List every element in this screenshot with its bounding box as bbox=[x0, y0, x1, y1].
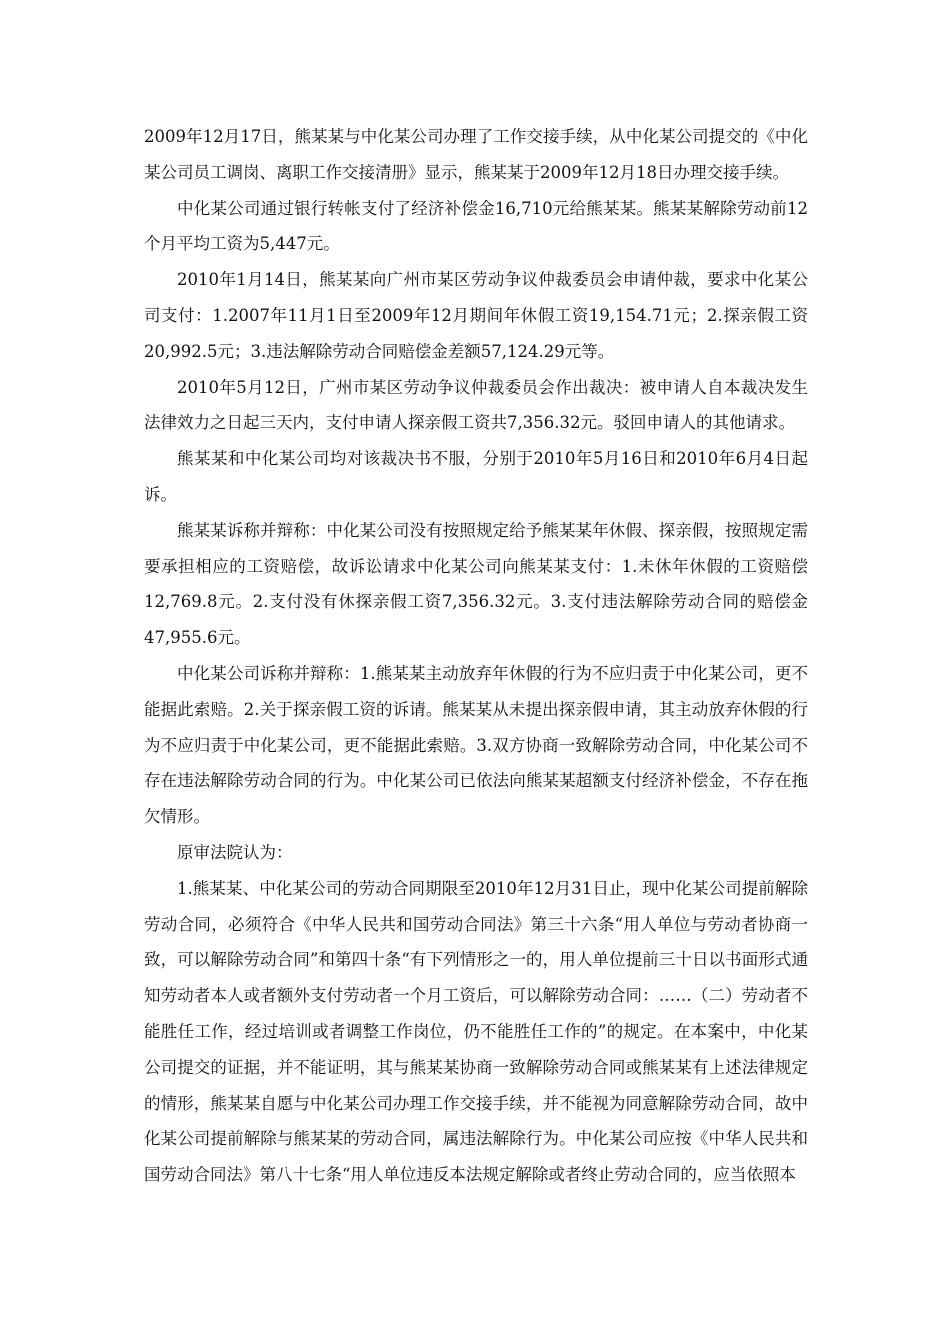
paragraph-compensation: 中化某公司通过银行转帐支付了经济补偿金16,710元给熊某某。熊某某解除劳动前12个月平均工资为5,447元。 bbox=[144, 198, 808, 254]
paragraph-defendant-claims: 中化某公司诉称并辩称：1.熊某某主动放弃年休假的行为不应归责于中化某公司，更不能据此索赔。2.关于探亲假工资的诉请。熊某某从未提出探亲假申请，其主动放弃休假的行为不应归责于中化某公司，更不能据此索赔。3.双方协商一致解除劳动合同，中化某公司不存在违法解除劳动合同的行为。中化某公司已依法向熊某某超额支付经济补偿金，不存在拖欠情形。 bbox=[144, 663, 808, 827]
paragraph-handover: 2009年12月17日，熊某某与中化某公司办理了工作交接手续，从中化某公司提交的《中化某公司员工调岗、离职工作交接清册》显示，熊某某于2009年12月18日办理交接手续。 bbox=[144, 127, 808, 182]
paragraph-arbitration-application: 2010年1月14日，熊某某向广州市某区劳动争议仲裁委员会申请仲裁，要求中化某公司支付：1.2007年11月1日至2009年12月期间年休假工资19,154.71元；2.探亲假工资20,992.5元；3.违法解除劳动合同赔偿金差额57,124.29元等。 bbox=[144, 270, 808, 361]
paragraph-arbitration-award: 2010年5月12日，广州市某区劳动争议仲裁委员会作出裁决：被申请人自本裁决发生法律效力之日起三天内，支付申请人探亲假工资共7,356.32元。驳回申请人的其他请求。 bbox=[144, 377, 808, 433]
paragraph-court-opinion-heading: 原审法院认为： bbox=[177, 842, 293, 862]
document-body bbox=[144, 119, 808, 1193]
paragraph-plaintiff-claims: 熊某某诉称并辩称：中化某公司没有按照规定给予熊某某年休假、探亲假，按照规定需要承担相应的工资赔偿，故诉讼请求中化某公司向熊某某支付：1.未休年休假的工资赔偿12,769.8元。2.支付没有休探亲假工资7,356.32元。3.支付违法解除劳动合同的赔偿金47,955.6元。 bbox=[144, 520, 808, 648]
paragraph-court-opinion-1: 1.熊某某、中化某公司的劳动合同期限至2010年12月31日止，现中化某公司提前解除劳动合同，必须符合《中华人民共和国劳动合同法》第三十六条“用人单位与劳动者协商一致，可以解除劳动合同”和第四十条“有下列情形之一的，用人单位提前三十日以书面形式通知劳动者本人或者额外支付劳动者一个月工资后，可以解除劳动合同：……（二）劳动者不能胜任工作，经过培训或者调整工作岗位，仍不能胜任工作的”的规定。在本案中，中化某公司提交的证据，并不能证明，其与熊某某协商一致解除劳动合同或熊某某有上述法律规定的情形，熊某某自愿与中化某公司办理工作交接手续，并不能视为同意解除劳动合同，故中化某公司提前解除与熊某某的劳动合同，属违法解除行为。中化某公司应按《中华人民共和国劳动合同法》第八十七条“用人单位违反本法规定解除或者终止劳动合同的，应当依照本 bbox=[144, 878, 808, 1185]
paragraph-lawsuits: 熊某某和中化某公司均对该裁决书不服，分别于2010年5月16日和2010年6月4日起诉。 bbox=[144, 449, 808, 504]
